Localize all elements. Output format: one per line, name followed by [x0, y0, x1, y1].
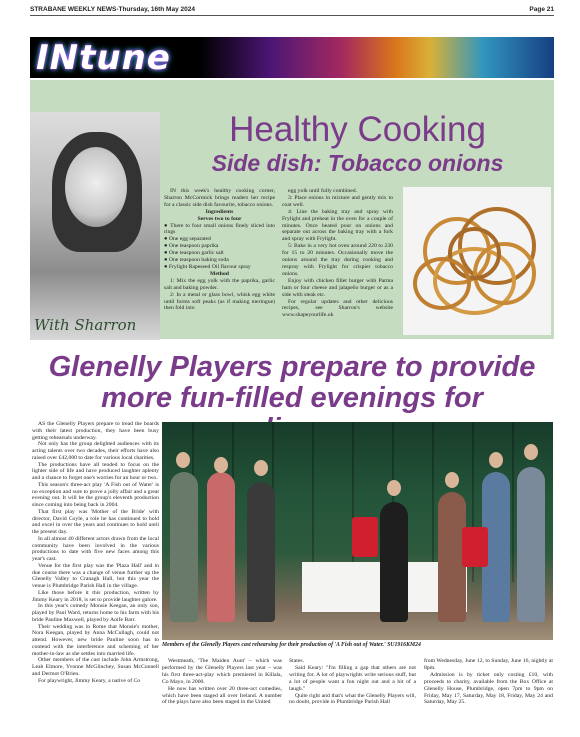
story-paragraph: States.: [289, 658, 305, 664]
section-logo: INtune: [36, 38, 171, 78]
headline-line-1: Glenelly Players prepare to provide: [48, 351, 536, 383]
author-photo: [30, 112, 160, 340]
method-step: 3: Place onions in mixture and gently mix to coat well.: [282, 194, 393, 208]
story-column-1: [32, 421, 159, 684]
serves-line: Serves two to four: [197, 215, 242, 222]
story-paragraph: Like those before it this production, written by Jimmy Keary in 2018, is set to provide laughter galore.: [32, 589, 159, 603]
banner-graphic: [200, 37, 554, 78]
ingredient-item: ● One teaspoon paprika: [164, 243, 219, 250]
rehearsal-photo: [162, 422, 553, 640]
method-step: 5: Bake in a very hot oven around 220 to 230 for 15 to 20 minutes. Occasionally move the onions around the tray during cooking and respray with Frylight for crispier tobacco onions.: [282, 243, 393, 277]
story-paragraph: This season's three-act play 'A Fish out of Water' is no exception and sure to prove a jolly affair and a great evening out. It will be the group's eleventh production since coming into being back in 2004.: [32, 481, 159, 508]
ingredients-heading: Ingredients: [205, 208, 234, 215]
author-signature: With Sharron: [34, 316, 137, 334]
story-paragraph: Said Keary: "I'm filling a gap that others are not writing for. A lot of playwrights write serious stuff, but a lot of people want a fun night out and a bit of a laugh.": [289, 664, 416, 692]
story-paragraph: He now has written over 20 three-act comedies, which have been staged all over Ireland. A number of the plays have also been staged in the United: [162, 685, 282, 706]
story-paragraph: Not only has the group delighted audiences with its acting talents over two decades, their efforts have also raised over £42,000 to date for various local charities.: [32, 441, 159, 461]
story-column-3: [289, 658, 416, 706]
story-paragraph: from Wednesday, June 12, to Sunday, June 16, nightly at 8pm.: [424, 658, 553, 671]
ingredient-item: ● One teaspoon baking soda: [164, 257, 229, 264]
story-paragraph: In this year's comedy Monsie Keegan, an only son, played by Paul Ward, returns home to his farm with his bride Pauline Maxwell, played by Aoife Barr.: [32, 603, 159, 623]
page-number: Page 21: [529, 6, 554, 13]
masthead-date: STRABANE WEEKLY NEWS-Thursday, 16th May 2024: [30, 6, 195, 13]
method-step: 2: In a metal or glass bowl, whisk egg white until forms soft peaks (as if making meringue) then fold into: [164, 291, 275, 312]
intro-paragraph: IN this week's healthy cooking corner, Sharron McCormick brings readers her recipe for a classic side dish favourite, tobacco onions.: [164, 188, 275, 208]
story-paragraph: Venue for the first play was the 'Plaza Hall' and in due course there was a change of venue further up the Glenelly Valley to Cranagh Hall, but this year the venue is Plumbridge Parish Hall in the village.: [32, 562, 159, 589]
page-header: [30, 4, 554, 14]
story-paragraph: That first play was 'Mother of the Bride' with director, David Coyle, a role he has continued to hold and excel in over the years and continues to hold until the present day.: [32, 508, 159, 535]
story-column-2: [162, 658, 282, 706]
website-note: For regular updates and other delicious recipes, see Sharron's website www.shapeyourlife.uk: [282, 298, 393, 319]
method-step: 4: Line the baking tray and spray with Frylight and preheat in the oven for a couple of minutes. Once heated pour on onions and separate out across the baking tray with a fork and spray with Frylight.: [282, 208, 393, 243]
serving-suggestion: Enjoy with chicken fillet burger with Parma ham or four cheese and jalapeño burger or as a side with steak etc.: [282, 277, 393, 298]
story-paragraph: Westmeath, 'The Maiden Aunt' – which was performed by the Glenelly Players last year – was his first three-act-play which premiered in Killala, Co Mayo, in 2000.: [162, 658, 282, 685]
story-paragraph: The productions have all tended to focus on the lighter side of life and have produced laughter aplenty and a chance to forget one's worries for an hour or two.: [32, 461, 159, 481]
headline-line-2: more fun-filled evenings for: [101, 382, 483, 414]
recipe-column-1: [164, 188, 275, 312]
ingredient-item: ● There to four small onions finely sliced into rings: [164, 222, 275, 236]
ingredient-item: ● One teaspoon garlic salt: [164, 250, 224, 257]
ingredient-item: ● One egg separated: [164, 236, 211, 243]
story-paragraph: Quite right and that's what the Glenelly Players will, no doubt, provide in Plumbridge Parish Hall: [289, 692, 416, 706]
story-column-4: [424, 658, 553, 706]
method-step: egg yolk until fully combined.: [288, 188, 358, 194]
cooking-subtitle: Side dish: Tobacco onions: [211, 150, 504, 176]
recipe-column-2: [282, 188, 393, 319]
story-paragraph: Admission is by ticket only costing £10, with proceeds to charity, available from the Box Office at Glenelly House, Plumbridge, open 7pm to 9pm on Friday, May 17, Saturday, May 18, Friday, May 24 and Saturday, May 25.: [424, 671, 553, 706]
story-paragraph: For playwright, Jimmy Keary, a native of Co: [38, 677, 141, 684]
story-paragraph: Their wedding was in Rome that Monsie's mother, Nora Keegan, played by Anna McCullagh, could not attend. However, new bride Pauline soon has to contend with the interference and scheming of her mother-in-law as she settles into married life.: [32, 623, 159, 657]
story-paragraph: AS the Glenelly Players prepare to tread the boards with their latest production, they have been busy getting rehearsals underway.: [32, 421, 159, 441]
cooking-title: Healthy Cooking: [229, 110, 486, 149]
tobacco-onions-photo: [403, 187, 551, 335]
story-paragraph: In all almost 40 different actors drawn from the local community have been involved in the various productions to date with five new faces among this year's cast.: [32, 535, 159, 562]
ingredient-item: ● Frylight Rapeseed Oil flavour spray: [164, 263, 251, 270]
header-rule: [30, 15, 554, 16]
method-step: 1: Mix the egg yolk with the paprika, garlic salt and baking powder.: [164, 277, 275, 291]
photo-caption: Members of the Glenelly Players cast rehearsing for their production of 'A Fish out of Water.' SU1916KM24: [162, 642, 421, 648]
section-banner: [30, 37, 554, 78]
method-heading: Method: [210, 270, 229, 277]
story-paragraph: Other members of the cast include John Armstrong, Leah Elmore, Yvonne McGlinchey, Susan McConnell and Dermot O'Brien.: [32, 657, 159, 677]
